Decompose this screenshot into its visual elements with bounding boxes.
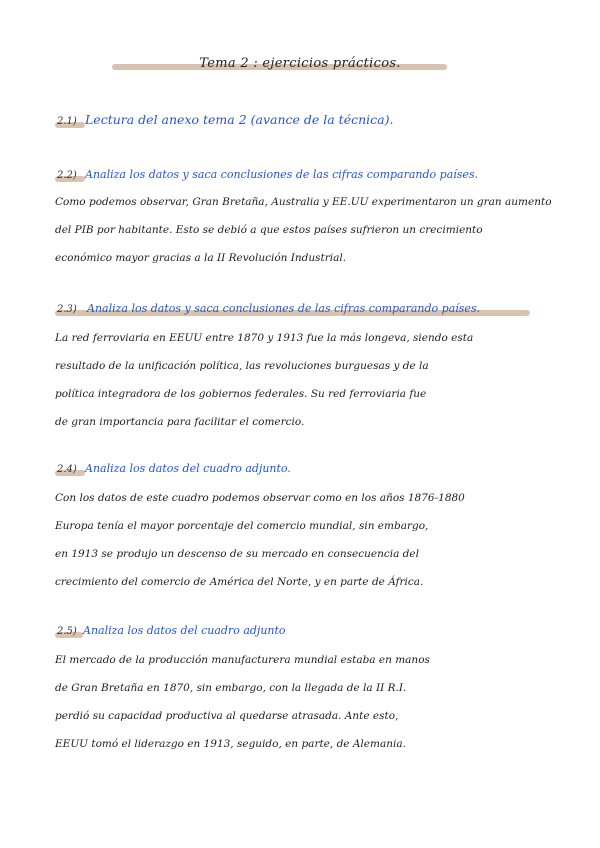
page-title: Tema 2 : ejercicios prácticos. — [199, 56, 401, 71]
body-line: Europa tenía el mayor porcentaje del comercio mundial, sin embargo, — [55, 520, 429, 532]
section-number: 2.4) — [57, 464, 77, 475]
body-line: del PIB por habitante. Esto se debió a que estos países sufrieron un crecimiento — [55, 224, 483, 236]
section-heading-text: Lectura del anexo tema 2 (avance de la técnica). — [85, 112, 394, 127]
body-line: en 1913 se produjo un descenso de su mercado en consecuencia del — [55, 548, 419, 560]
section-heading — [0, 302, 600, 324]
section-heading-text: Analiza los datos del cuadro adjunto. — [85, 462, 291, 475]
section-2-5 — [0, 624, 600, 750]
section-heading-text: Analiza los datos del cuadro adjunto — [83, 624, 286, 637]
body-line: La red ferroviaria en EEUU entre 1870 y 1913 fue la más longeva, siendo esta — [55, 332, 474, 344]
section-2-2 — [0, 168, 600, 264]
section-body — [55, 646, 570, 758]
section-heading — [0, 462, 600, 484]
section-2-1 — [0, 114, 600, 136]
section-number: 2.1) — [57, 116, 77, 127]
body-line: crecimiento del comercio de América del Norte, y en parte de África. — [55, 576, 424, 588]
body-line: Como podemos observar, Gran Bretaña, Australia y EE.UU experimentaron un gran aumento — [55, 196, 552, 208]
section-number: 2.2) — [57, 170, 77, 181]
body-line: resultado de la unificación política, las revoluciones burguesas y de la — [55, 360, 429, 372]
body-line: El mercado de la producción manufacturera mundial estaba en manos — [55, 654, 430, 666]
section-heading — [0, 114, 600, 136]
section-2-4 — [0, 462, 600, 588]
body-line: de Gran Bretaña en 1870, sin embargo, con la llegada de la II R.I. — [55, 682, 407, 694]
section-number: 2.5) — [57, 626, 77, 637]
section-2-3 — [0, 302, 600, 428]
body-line: política integradora de los gobiernos federales. Su red ferroviaria fue — [55, 388, 427, 400]
section-heading-text: Analiza los datos y saca conclusiones de las cifras comparando países. — [87, 302, 481, 315]
body-line: económico mayor gracias a la II Revolución Industrial. — [55, 252, 347, 264]
body-line: de gran importancia para facilitar el comercio. — [55, 416, 305, 428]
body-line: EEUU tomó el liderazgo en 1913, seguido, en parte, de Alemania. — [55, 738, 406, 750]
section-heading — [0, 168, 600, 190]
section-body — [55, 324, 570, 436]
section-body — [55, 484, 570, 596]
section-number: 2.3) — [57, 304, 77, 315]
section-heading — [0, 624, 600, 646]
body-line: perdió su capacidad productiva al quedarse atrasada. Ante esto, — [55, 710, 399, 722]
body-line: Con los datos de este cuadro podemos observar como en los años 1876-1880 — [55, 492, 465, 504]
page-title-block — [0, 56, 600, 80]
section-heading-text: Analiza los datos y saca conclusiones de las cifras comparando países. — [85, 168, 479, 181]
section-body — [55, 188, 570, 272]
